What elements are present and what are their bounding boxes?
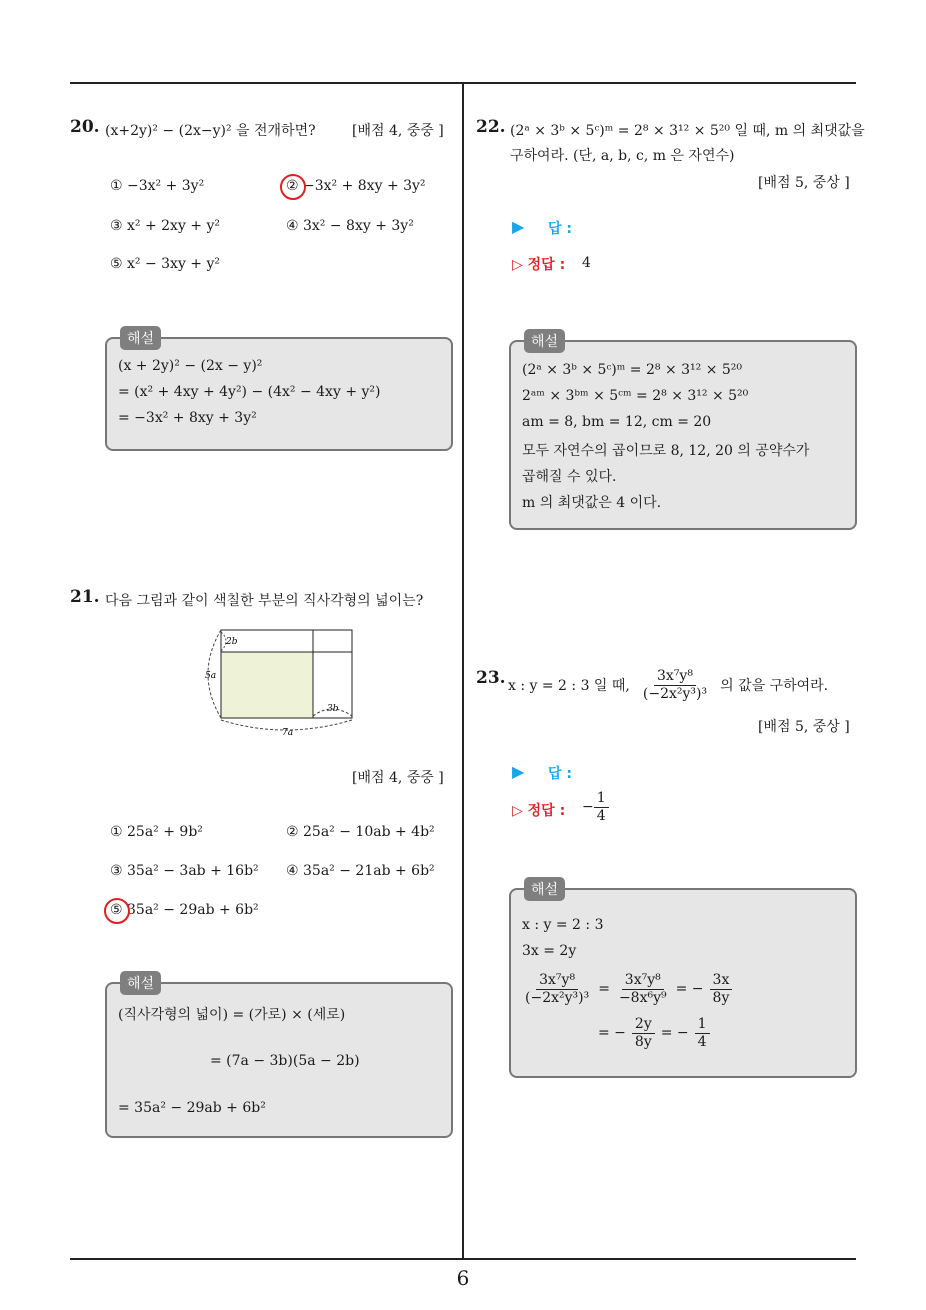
q21-explanation-line-2: = (7a − 3b)(5a − 2b): [210, 1053, 360, 1069]
q20-choice-5[interactable]: ⑤ x² − 3xy + y²: [110, 256, 221, 272]
frac-num: 3x: [710, 972, 733, 990]
q22-explanation-line-2: 2ᵃᵐ × 3ᵇᵐ × 5ᶜᵐ = 2⁸ × 3¹² × 5²⁰: [522, 388, 749, 404]
label-left: 5a: [205, 671, 217, 681]
q23-explanation-tag: 해설: [524, 877, 565, 901]
q22-explanation-line-4: 모두 자연수의 곱이므로 8, 12, 20 의 공약수가: [522, 443, 810, 459]
frac-num: 3x⁷y⁸: [536, 972, 578, 990]
q23-exp-frac-1: [522, 972, 592, 1007]
frac-den: 8y: [712, 989, 730, 1006]
q21-choice-5[interactable]: ⑤ 35a² − 29ab + 6b²: [110, 902, 259, 918]
q23-frac-denominator: (−2x²y³)³: [642, 685, 708, 702]
q23-question-pre: x : y = 2 : 3 일 때,: [508, 678, 630, 695]
equals-neg-sign: = −: [598, 1025, 626, 1042]
q22-correct-value: 4: [582, 255, 591, 271]
q22-answer-label: 답 :: [548, 221, 572, 237]
label-bottom: 7a: [282, 728, 294, 738]
q21-choice-2[interactable]: ② 25a² − 10ab + 4b²: [286, 824, 435, 840]
q20-choice-3[interactable]: ③ x² + 2xy + y²: [110, 218, 221, 234]
q23-correct-sign: −: [582, 799, 594, 816]
frac-den: 8y: [634, 1033, 652, 1050]
q22-explanation-line-6: m 의 최댓값은 4 이다.: [522, 495, 662, 511]
equals-neg-sign: = −: [660, 1025, 689, 1042]
q21-question: 다음 그림과 같이 색칠한 부분의 직사각형의 넓이는?: [105, 593, 424, 609]
equals-neg-sign: = −: [675, 981, 704, 998]
q21-explanation-tag: 해설: [120, 971, 161, 995]
q23-score: [배점 5, 중상 ]: [758, 719, 850, 735]
q20-answer-mark-circle: [280, 174, 306, 200]
q23-question-post: 의 값을 구하여라.: [720, 678, 829, 695]
q20-explanation-line-2: = (x² + 4xy + 4y²) − (4x² − 4xy + y²): [118, 384, 381, 400]
q21-explanation-line-3: = 35a² − 29ab + 6b²: [118, 1100, 266, 1116]
q21-explanation-line-1: (직사각형의 넓이) = (가로) × (세로): [118, 1007, 346, 1023]
q22-question-line-2: 구하여라. (단, a, b, c, m 은 자연수): [510, 148, 735, 164]
q23-number: 23.: [476, 668, 506, 688]
q21-choice-1[interactable]: ① 25a² + 9b²: [110, 824, 203, 840]
q23-correct-num: 1: [594, 790, 609, 808]
label-right: 3b: [327, 704, 339, 714]
q22-question-line-1: (2ᵃ × 3ᵇ × 5ᶜ)ᵐ = 2⁸ × 3¹² × 5²⁰ 일 때, m 의 최댓값을: [510, 123, 865, 139]
q20-choice-2[interactable]: ② −3x² + 8xy + 3y²: [286, 178, 426, 194]
q23-correct-arrow-icon: ▷: [512, 803, 528, 819]
q20-choice-1[interactable]: ① −3x² + 3y²: [110, 178, 205, 194]
frac-den: −8x⁶y⁹: [618, 989, 667, 1006]
q21-number: 21.: [70, 587, 100, 607]
q23-explanation-line-2: 3x = 2y: [522, 943, 577, 959]
q23-exp-frac-2: [616, 972, 670, 1007]
q22-correct-label: [512, 254, 565, 274]
bottom-rule: [70, 1258, 856, 1260]
frac-den: (−2x²y³)³: [525, 989, 590, 1006]
shaded-rectangle: [221, 652, 313, 718]
frac-num: 3x⁷y⁸: [622, 972, 664, 990]
frac-den: 4: [697, 1033, 707, 1050]
q23-explanation-line-4: [598, 1016, 710, 1051]
q22-explanation-line-5: 곱해질 수 있다.: [522, 469, 617, 485]
frac-num: 2y: [632, 1016, 655, 1034]
q21-answer-mark-circle: [104, 898, 130, 924]
q23-question-fraction: [640, 668, 710, 703]
equals-sign: =: [598, 981, 610, 998]
q22-correct-arrow-icon: ▷: [512, 257, 528, 273]
q22-correct-label-text: 정답 :: [527, 257, 566, 273]
q23-explanation-line-1: x : y = 2 : 3: [522, 917, 604, 933]
q23-frac-numerator: 3x⁷y⁸: [654, 668, 696, 686]
q20-explanation-line-1: (x + 2y)² − (2x − y)²: [118, 358, 263, 374]
q23-answer-arrow-icon: ▶: [512, 762, 525, 781]
q22-score: [배점 5, 중상 ]: [758, 175, 850, 191]
q23-exp-frac-4: [632, 1016, 655, 1051]
q22-explanation-line-1: (2ᵃ × 3ᵇ × 5ᶜ)ᵐ = 2⁸ × 3¹² × 5²⁰: [522, 362, 743, 378]
q20-choice-4[interactable]: ④ 3x² − 8xy + 3y²: [286, 218, 414, 234]
column-divider: [462, 83, 464, 1259]
q21-choice-4[interactable]: ④ 35a² − 21ab + 6b²: [286, 863, 435, 879]
q22-answer-arrow-icon: ▶: [512, 217, 525, 236]
q23-correct-label: [512, 800, 565, 820]
q23-answer-label: 답 :: [548, 766, 572, 782]
q20-explanation-tag: 해설: [120, 326, 161, 350]
q23-correct-label-text: 정답 :: [527, 803, 566, 819]
page-number: 6: [456, 1266, 470, 1290]
q20-question: (x+2y)² − (2x−y)² 을 전개하면?: [105, 123, 316, 139]
q20-score: [배점 4, 중중 ]: [352, 123, 444, 139]
q23-explanation-line-3: [522, 972, 732, 1007]
frac-num: 1: [695, 1016, 710, 1034]
q23-correct-fraction: [594, 790, 609, 825]
q23-exp-frac-5: [695, 1016, 710, 1051]
q21-score: [배점 4, 중중 ]: [352, 770, 444, 786]
q22-explanation-tag: 해설: [524, 329, 565, 353]
q22-explanation-line-3: am = 8, bm = 12, cm = 20: [522, 414, 712, 430]
q23-question: [508, 668, 828, 703]
q20-number: 20.: [70, 117, 100, 137]
q23-correct-den: 4: [596, 807, 606, 824]
q22-number: 22.: [476, 117, 506, 137]
q21-rectangle-figure: [195, 620, 365, 745]
q23-correct-value: [582, 790, 609, 825]
q20-explanation-line-3: = −3x² + 8xy + 3y²: [118, 410, 257, 426]
label-top: 2b: [226, 637, 238, 647]
q23-exp-frac-3: [710, 972, 733, 1007]
q21-choice-3[interactable]: ③ 35a² − 3ab + 16b²: [110, 863, 259, 879]
